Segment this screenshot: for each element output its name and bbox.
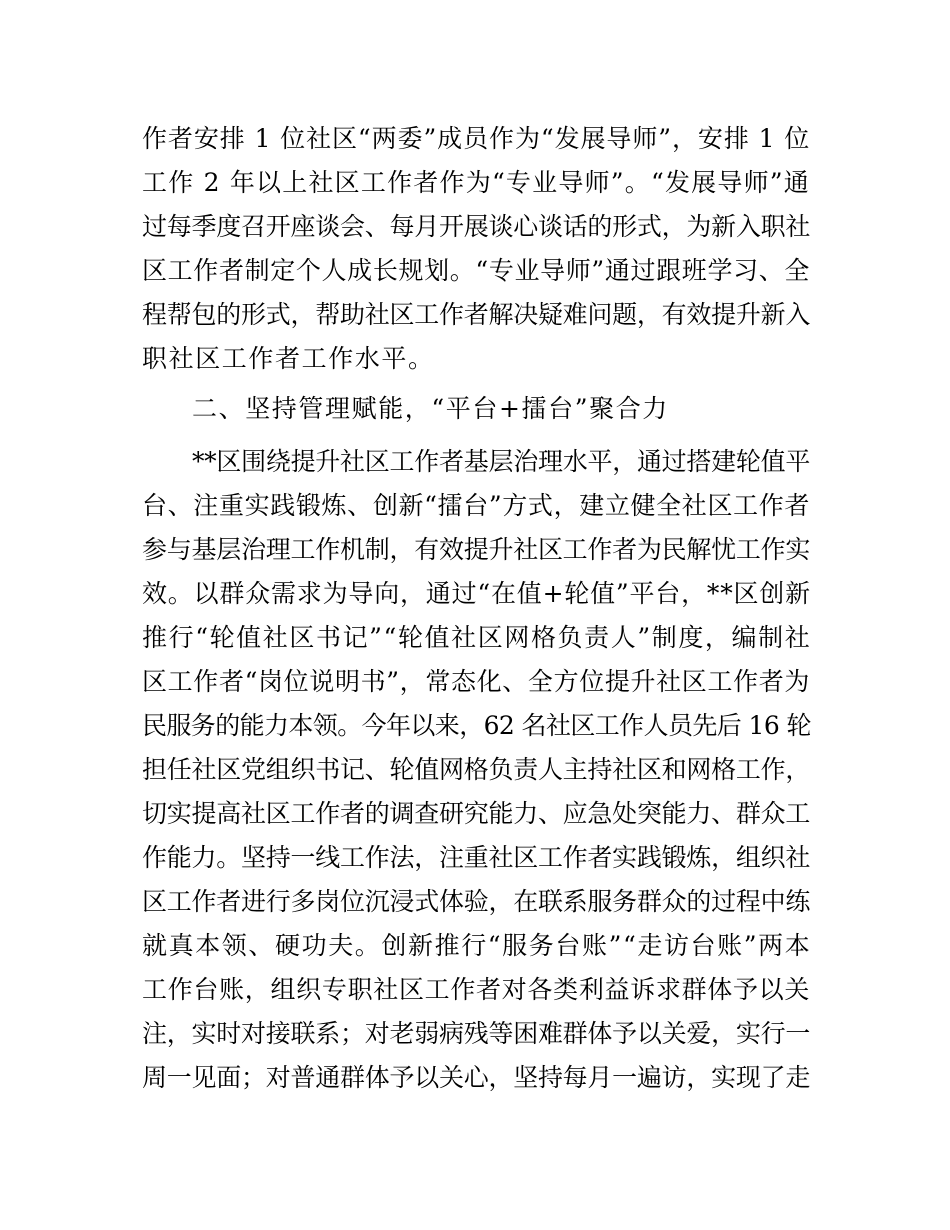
text-line: 区工作者“岗位说明书”，常态化、全方位提升社区工作者为 (142, 667, 810, 696)
text-line: 就真本领、硬功夫。创新推行“服务台账”“走访台账”两本 (142, 931, 812, 960)
text-line: 参与基层治理工作机制，有效提升社区工作者为民解忧工作实 (142, 535, 810, 564)
section-heading: 二、坚持管理赋能，“平台+擂台”聚合力 (192, 394, 669, 423)
text-line: 工作 2 年以上社区工作者作为“专业导师”。“发展导师”通 (142, 168, 810, 197)
text-line: **区围绕提升社区工作者基层治理水平，通过搭建轮值平 (192, 447, 810, 476)
text-line: 工作台账，组织专职社区工作者对各类利益诉求群体予以关 (142, 975, 810, 1004)
text-line: 作能力。坚持一线工作法，注重社区工作者实践锻炼，组织社 (142, 843, 810, 872)
text-line: 效。以群众需求为导向，通过“在值+轮值”平台，**区创新 (142, 579, 811, 608)
text-line: 区工作者制定个人成长规划。“专业导师”通过跟班学习、全 (142, 256, 810, 285)
text-line: 切实提高社区工作者的调查研究能力、应急处突能力、群众工 (142, 799, 810, 828)
text-line: 过每季度召开座谈会、每月开展谈心谈话的形式，为新入职社 (142, 212, 810, 241)
text-line: 注，实时对接联系；对老弱病残等困难群体予以关爱，实行一 (142, 1019, 810, 1048)
text-line: 台、注重实践锻炼、创新“擂台”方式，建立健全社区工作者 (142, 491, 810, 520)
text-line: 担任社区党组织书记、轮值网格负责人主持社区和网格工作， (142, 755, 810, 784)
text-line: 周一见面；对普通群体予以关心，坚持每月一遍访，实现了走 (142, 1063, 810, 1092)
text-line: 推行“轮值社区书记”“轮值社区网格负责人”制度，编制社 (142, 623, 812, 652)
text-line: 作者安排 1 位社区“两委”成员作为“发展导师”，安排 1 位 (142, 124, 810, 153)
text-line: 职社区工作者工作水平。 (142, 344, 435, 373)
text-line: 区工作者进行多岗位沉浸式体验，在联系服务群众的过程中练 (142, 887, 810, 916)
text-line: 民服务的能力本领。今年以来，62 名社区工作人员先后 16 轮 (142, 711, 811, 740)
text-line: 程帮包的形式，帮助社区工作者解决疑难问题，有效提升新入 (142, 300, 810, 329)
